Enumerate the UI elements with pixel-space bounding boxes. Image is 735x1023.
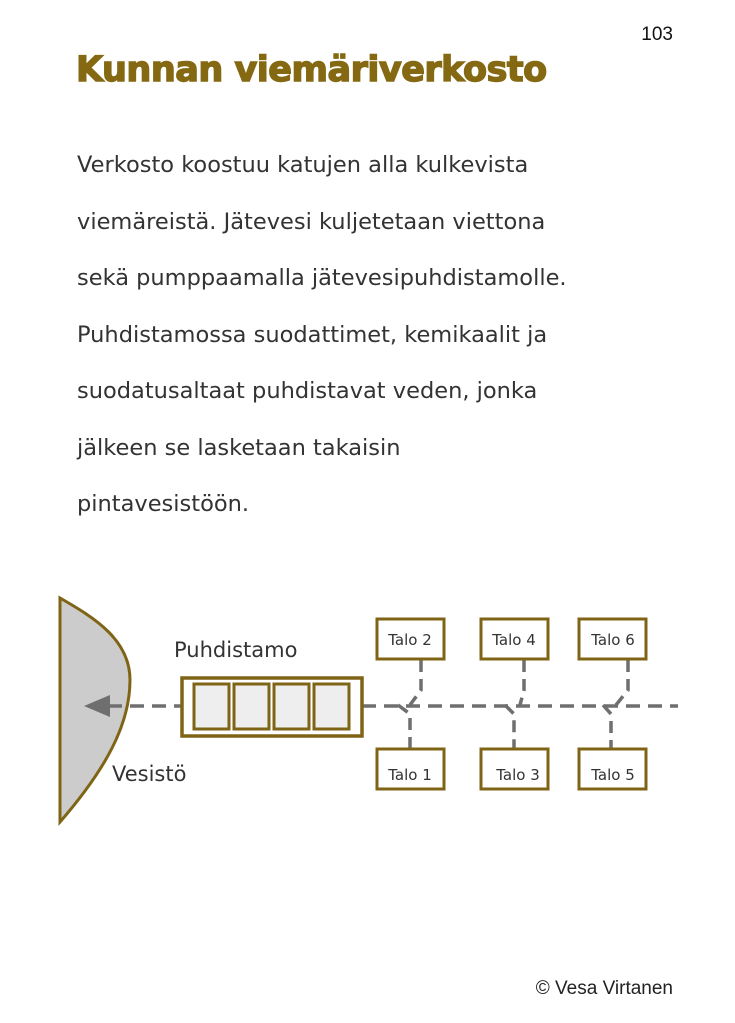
house-talo-1 xyxy=(377,749,444,789)
paragraph-line: sekä pumppaamalla jätevesipuhdistamolle. xyxy=(77,265,567,291)
copyright-notice: © Vesa Virtanen xyxy=(535,978,673,999)
paragraph-line: Verkosto koostuu katujen alla kulkevista xyxy=(77,152,529,178)
house-label: Talo 4 xyxy=(492,631,536,649)
sewer-network-diagram xyxy=(0,580,735,840)
house-talo-2 xyxy=(377,619,444,659)
house-talo-3 xyxy=(481,749,548,789)
house-label: Talo 6 xyxy=(591,631,635,649)
house-label: Talo 2 xyxy=(388,631,432,649)
house-label: Talo 1 xyxy=(388,766,432,784)
treatment-plant xyxy=(182,678,362,736)
water-label: Vesistö xyxy=(112,762,187,786)
house-talo-4 xyxy=(481,619,548,659)
paragraph-line: pintavesistöön. xyxy=(77,491,250,517)
house-talo-6 xyxy=(579,619,646,659)
paragraph-line: Puhdistamossa suodattimet, kemikaalit ja xyxy=(77,321,548,348)
paragraph-line: jälkeen se lasketaan takaisin xyxy=(77,434,401,461)
plant-label: Puhdistamo xyxy=(174,638,298,662)
house-label: Talo 3 xyxy=(496,766,540,784)
body-paragraph xyxy=(77,137,697,533)
house-label: Talo 5 xyxy=(591,766,635,784)
page-title: Kunnan viemäriverkosto xyxy=(76,50,547,90)
page-number: 103 xyxy=(641,24,673,45)
paragraph-line: viemäreistä. Jätevesi kuljetetaan viettona xyxy=(77,208,546,235)
paragraph-line: suodatusaltaat puhdistavat veden, jonka xyxy=(77,378,538,404)
house-talo-5 xyxy=(579,749,646,789)
